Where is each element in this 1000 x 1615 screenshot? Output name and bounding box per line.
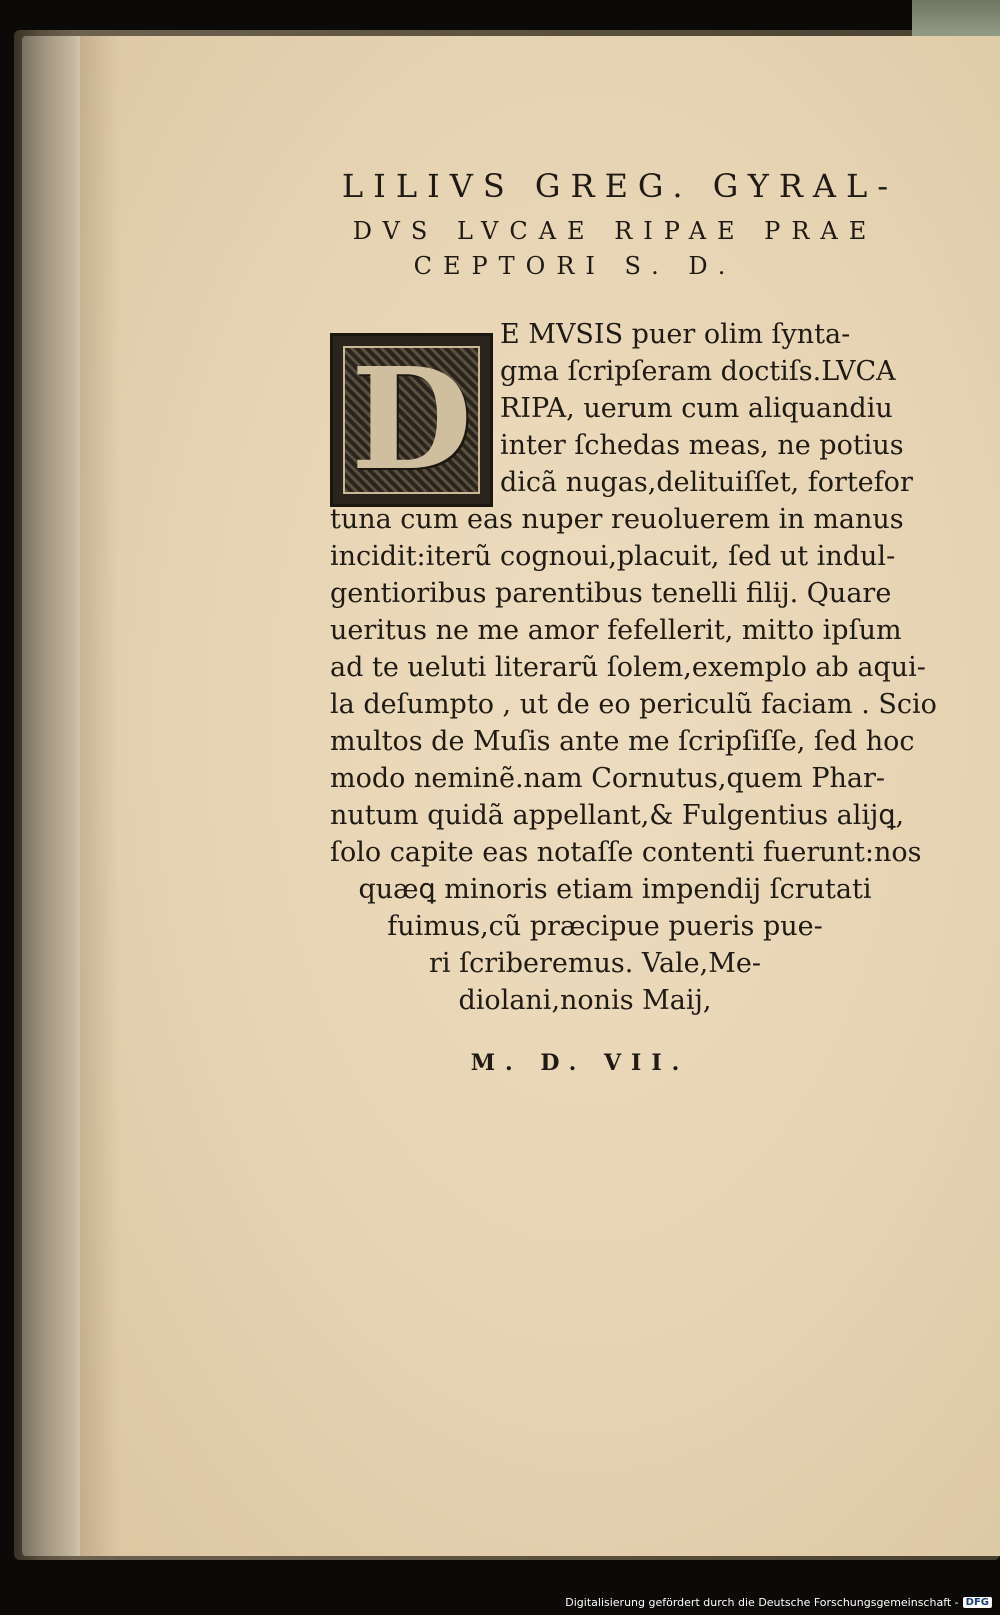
text-line: RIPA, uerum cum aliquandiu [500,393,893,424]
text-line: multos de Muſis ante me ſcripſiſſe, ſed hoc [330,726,915,757]
text-line: ſolo capite eas notaſſe contenti fuerunt:nos [330,837,922,868]
page-stack-edge [22,36,84,1556]
text-line: nutum quidã appellant,& Fulgentius alijꝗ, [330,800,905,831]
text-line: modo neminẽ.nam Cornutus,quem Phar- [330,763,886,794]
text-line: gma ſcripſeram doctiſs.LVCA [500,356,896,387]
text-line: ad te ueluti literarũ ſolem,exemplo ab aqui- [330,652,926,683]
text-line: gentioribus parentibus tenelli filij. Quare [330,578,892,609]
letter-date: M. D. VII. [470,1050,690,1076]
text-line: dicã nugas,delituiſſet, fortefor [500,467,913,498]
letter-body [330,316,940,1019]
heading-line-3: CEPTORI S. D. [413,252,737,280]
text-line: ri ſcriberemus. Vale,Me- [428,948,761,979]
text-line: E MVSIS puer olim ſynta- [500,319,851,350]
credit-text: Digitalisierung gefördert durch die Deutsche Forschungsgemeinschaft - [565,1596,959,1609]
initial-letter: D [350,338,473,502]
text-line: fuimus,cũ præcipue pueris pue- [387,911,823,942]
text-line: la deſumpto , ut de eo periculũ faciam . Scio [330,689,937,720]
heading-line-1: LILIVS GREG. GYRAL- [341,167,899,205]
text-line: ueritus ne me amor fefellerit, mitto ipſum [330,615,902,646]
heading-line-2: DVS LVCAE RIPAE PRAE [352,217,878,245]
text-line: tuna cum eas nuper reuoluerem in manus [330,504,904,535]
text-line: inter ſchedas meas, ne potius [500,430,904,461]
digitization-credit [565,1596,992,1609]
text-line: diolani,nonis Maij, [458,985,712,1016]
dfg-logo: DFG [963,1597,992,1608]
text-line: quæꝗ minoris etiam impendij ſcrutati [358,874,872,905]
text-line: incidit:iterũ cognoui,placuit, ſed ut indul- [330,541,896,572]
